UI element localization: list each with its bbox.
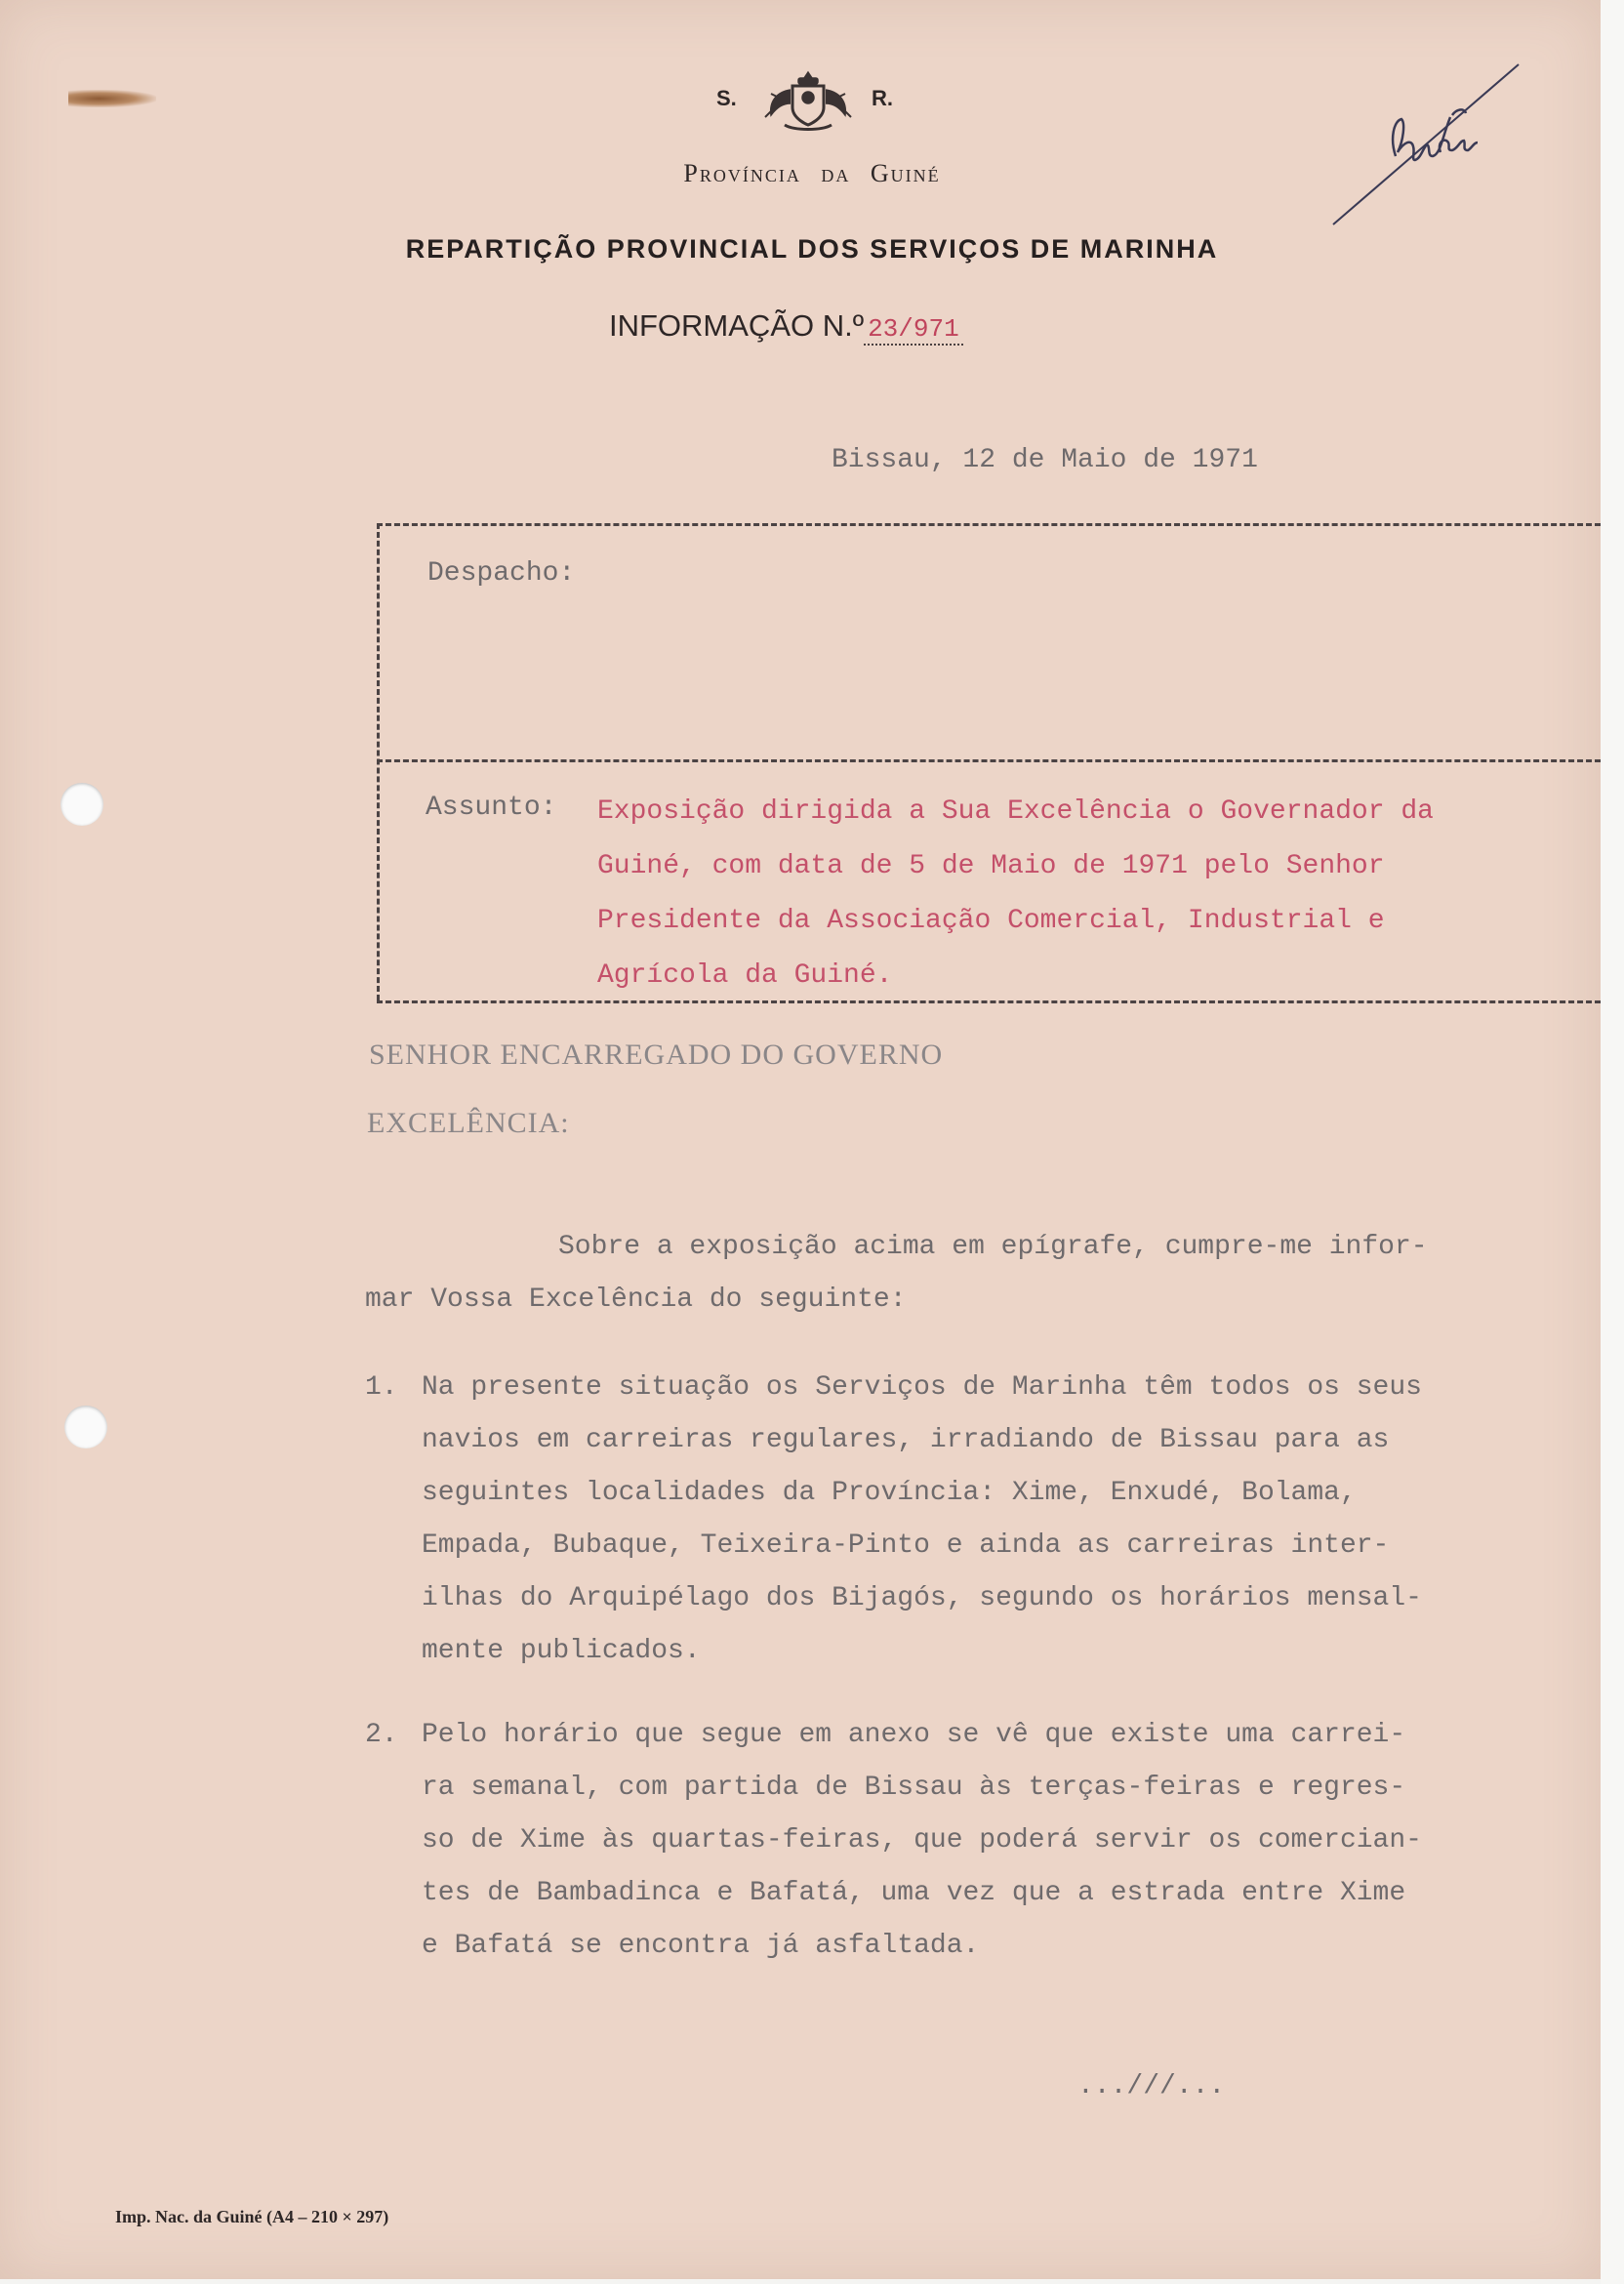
intro-line: Sobre a exposição acima em epígrafe, cumpre-me infor-: [558, 1232, 1428, 1262]
punch-hole-lower: [64, 1406, 107, 1448]
point-line: so de Xime às quartas-feiras, que poderá servir os comercian-: [422, 1825, 1422, 1856]
point-line: mente publicados.: [422, 1636, 701, 1666]
header-s-letter: S.: [716, 86, 737, 110]
rust-stain: [68, 90, 156, 107]
assunto-line: Agrícola da Guiné.: [597, 960, 893, 991]
continuation-mark: ...///...: [1077, 2071, 1226, 2101]
box-border-middle: [377, 759, 1601, 762]
punch-hole-upper: [61, 783, 103, 826]
box-border-left: [377, 523, 380, 1000]
point-line: Pelo horário que segue em anexo se vê que existe uma carrei-: [422, 1720, 1406, 1750]
point-number: 2.: [365, 1720, 398, 1750]
information-label: INFORMAÇÃO N.º: [609, 308, 865, 343]
assunto-text: [597, 785, 1593, 1003]
box-border-top: [377, 523, 1601, 526]
addressee-salutation: EXCELÊNCIA:: [367, 1107, 570, 1139]
point-line: ilhas do Arquipélago dos Bijagós, segundo os horários mensal-: [422, 1583, 1422, 1613]
information-number-line: [609, 308, 963, 346]
addressee-title: SENHOR ENCARREGADO DO GOVERNO: [369, 1039, 944, 1071]
province-word: Província: [683, 159, 801, 187]
department-heading: REPARTIÇÃO PROVINCIAL DOS SERVIÇOS DE MARINHA: [405, 234, 1219, 264]
scan-margin: [1601, 0, 1624, 2284]
assunto-line: Guiné, com data de 5 de Maio de 1971 pelo Senhor: [597, 851, 1385, 881]
coat-of-arms-icon: [763, 68, 853, 137]
point-line: navios em carreiras regulares, irradiando de Bissau para as: [422, 1425, 1390, 1455]
point-number: 1.: [365, 1372, 398, 1403]
header-r-letter: R.: [872, 86, 893, 110]
point-line: ra semanal, com partida de Bissau às terças-feiras e regres-: [422, 1773, 1406, 1803]
assunto-line: Exposição dirigida a Sua Excelência o Governador da: [597, 796, 1434, 827]
point-line: seguintes localidades da Província: Xime, Enxudé, Bolama,: [422, 1478, 1357, 1508]
intro-line: mar Vossa Excelência do seguinte:: [365, 1285, 907, 1315]
province-name: Guiné: [870, 159, 941, 187]
information-number: 23/971: [864, 314, 963, 346]
point-line: Na presente situação os Serviços de Marinha têm todos os seus: [422, 1372, 1422, 1403]
point-line: tes de Bambadinca e Bafatá, uma vez que a estrada entre Xime: [422, 1878, 1406, 1908]
printer-imprint: Imp. Nac. da Guiné (A4 – 210 × 297): [115, 2207, 389, 2226]
point-line: Empada, Bubaque, Teixeira-Pinto e ainda as carreiras inter-: [422, 1530, 1390, 1561]
point-line: e Bafatá se encontra já asfaltada.: [422, 1931, 980, 1961]
date-line: Bissau, 12 de Maio de 1971: [832, 445, 1258, 475]
province-da: da: [821, 159, 851, 187]
despacho-label: Despacho:: [427, 558, 576, 589]
assunto-line: Presidente da Associação Comercial, Industrial e: [597, 906, 1385, 936]
handwritten-annotation: [1327, 59, 1542, 234]
assunto-label: Assunto:: [426, 793, 557, 823]
